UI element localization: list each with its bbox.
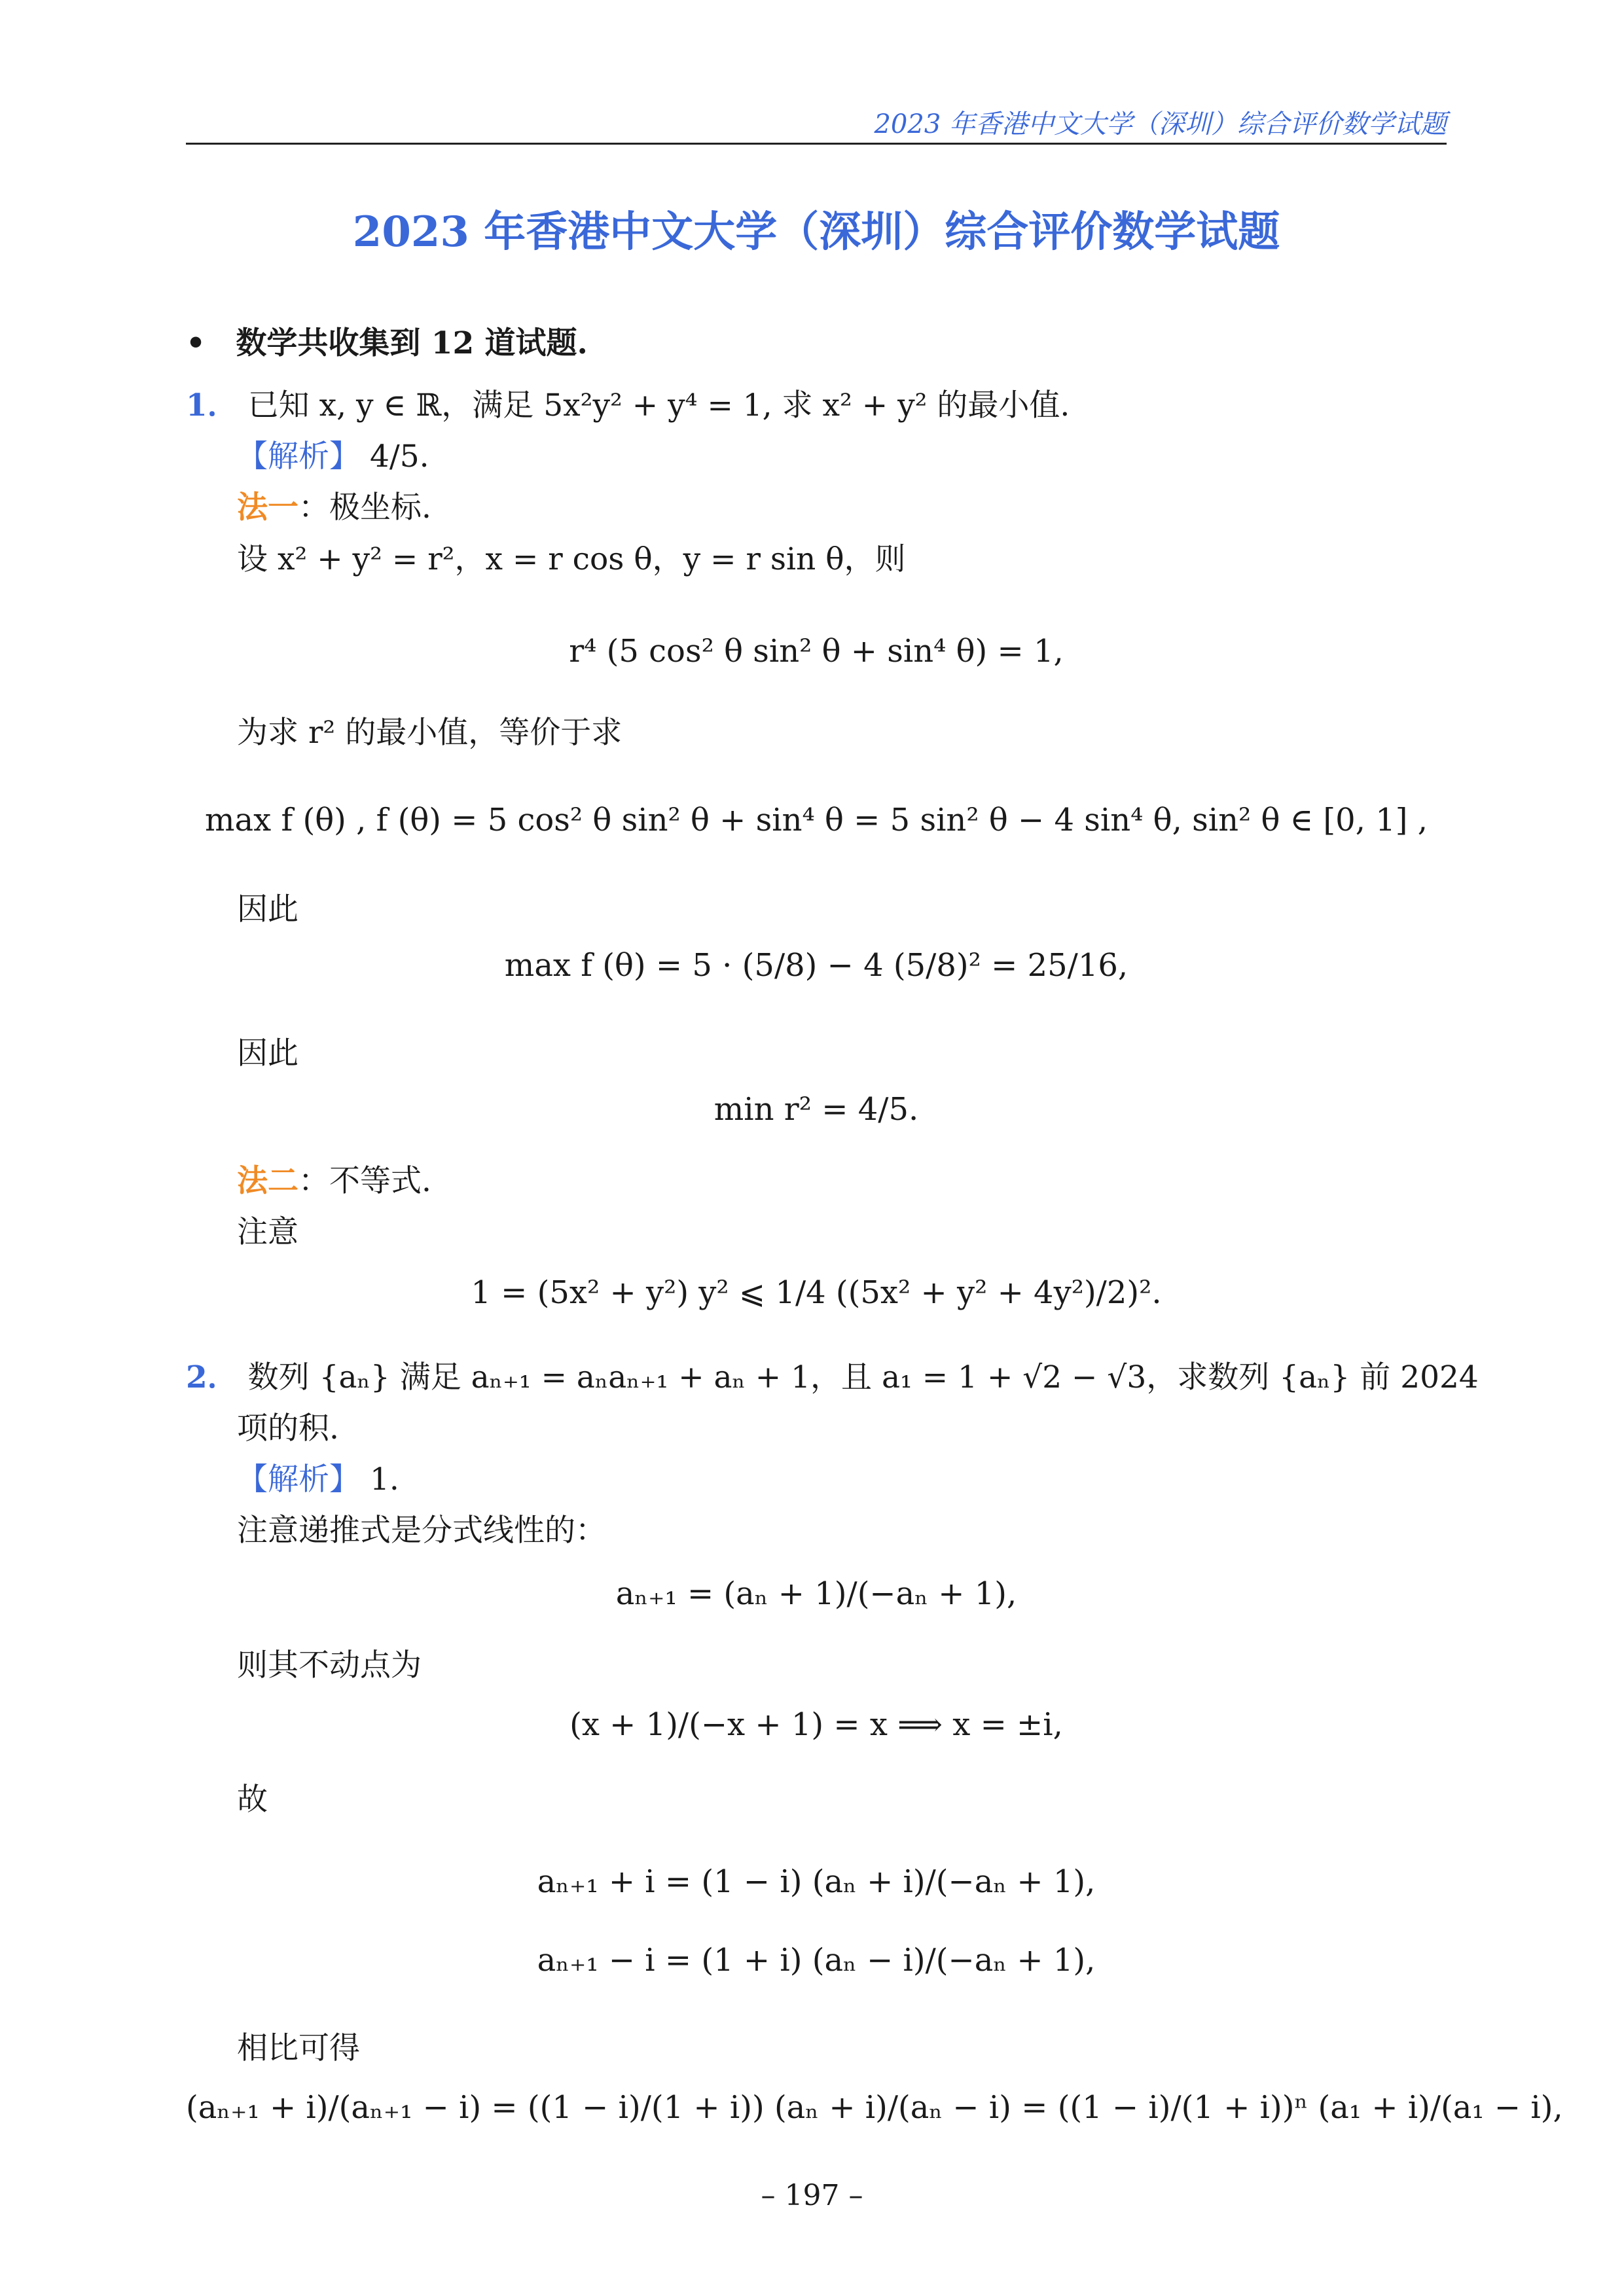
page-number: – 197 – — [761, 2179, 863, 2212]
answer-value: 4/5. — [369, 439, 429, 475]
problem-2-equation-3a: aₙ₊₁ + i = (1 − i) (aₙ + i)/(−aₙ + 1), — [537, 1863, 1096, 1900]
running-header: 2023 年香港中文大学（深圳）综合评价数学试题 — [874, 109, 1447, 139]
problem-1-text-2: 为求 r² 的最小值，等价于求 — [237, 715, 623, 751]
problem-2-equation-1: aₙ₊₁ = (aₙ + 1)/(−aₙ + 1), — [615, 1575, 1017, 1612]
problem-1-equation-3: max f (θ) = 5 · (5/8) − 4 (5/8)² = 25/16, — [504, 947, 1128, 984]
bullet-icon: • — [186, 325, 206, 361]
problem-1-statement: 已知 x, y ∈ ℝ，满足 5x²y² + y⁴ = 1, 求 x² + y² 的最小值. — [247, 387, 1070, 423]
problem-1-equation-5: 1 = (5x² + y²) y² ⩽ 1/4 ((5x² + y² + 4y²)/2)². — [471, 1274, 1162, 1311]
page-title: 2023 年香港中文大学（深圳）综合评价数学试题 — [352, 207, 1280, 257]
problem-2-number: 2． — [186, 1359, 238, 1395]
answer-label-2: 【解析】 — [237, 1462, 360, 1498]
problem-1-text-3: 因此 — [237, 891, 298, 927]
problem-1-statement-line — [186, 383, 1070, 429]
answer-value-2: 1. — [369, 1462, 399, 1498]
problem-2-equation-3b: aₙ₊₁ − i = (1 + i) (aₙ − i)/(−aₙ + 1), — [537, 1942, 1096, 1979]
problem-1-equation-4: min r² = 4/5. — [713, 1091, 919, 1128]
problem-2-answer — [237, 1457, 399, 1503]
problem-2-text-1: 注意递推式是分式线性的： — [237, 1513, 606, 1549]
problem-1-number: 1． — [186, 387, 238, 423]
problem-1-answer — [237, 434, 429, 480]
problem-2-equation-2: (x + 1)/(−x + 1) = x ⟹ x = ±i, — [569, 1706, 1063, 1743]
problem-2-statement: 数列 {aₙ} 满足 aₙ₊₁ = aₙaₙ₊₁ + aₙ + 1，且 a₁ = 1 + √2 − √3，求数列 {aₙ} 前 2024 — [247, 1359, 1479, 1395]
method-1-label: 法一 — [237, 490, 298, 526]
problem-1-equation-1: r⁴ (5 cos² θ sin² θ + sin⁴ θ) = 1, — [569, 633, 1064, 670]
summary-line — [186, 321, 588, 367]
method-2-label: 法二 — [237, 1163, 298, 1199]
problem-1-text-4: 因此 — [237, 1035, 298, 1071]
problem-2-equation-4: (aₙ₊₁ + i)/(aₙ₊₁ − i) = ((1 − i)/(1 + i)) (aₙ + i)/(aₙ − i) = ((1 − i)/(1 + i))ⁿ (a₁ + i)/(a₁ − i), — [186, 2089, 1563, 2126]
method-1-title: ：极坐标. — [298, 490, 431, 526]
problem-2-text-4: 相比可得 — [237, 2030, 360, 2066]
problem-1-setup: 设 x² + y² = r²，x = r cos θ，y = r sin θ，则 — [237, 541, 906, 577]
problem-1-equation-2: max f (θ) , f (θ) = 5 cos² θ sin² θ + sin⁴ θ = 5 sin² θ − 4 sin⁴ θ, sin² θ ∈ [0, 1] , — [205, 802, 1428, 838]
problem-2-text-2: 则其不动点为 — [237, 1647, 422, 1683]
problem-2-statement-line-1 — [186, 1355, 1479, 1401]
method-2-heading — [237, 1158, 431, 1204]
problem-2-text-3: 故 — [237, 1782, 268, 1818]
answer-label: 【解析】 — [237, 439, 360, 475]
problem-1-text-5: 注意 — [237, 1214, 298, 1250]
method-2-title: ：不等式. — [298, 1163, 431, 1199]
problem-2-statement-line-2: 项的积. — [237, 1410, 339, 1446]
header-rule — [186, 143, 1447, 145]
method-1-heading — [237, 485, 431, 531]
summary-text: 数学共收集到 12 道试题. — [236, 325, 588, 361]
